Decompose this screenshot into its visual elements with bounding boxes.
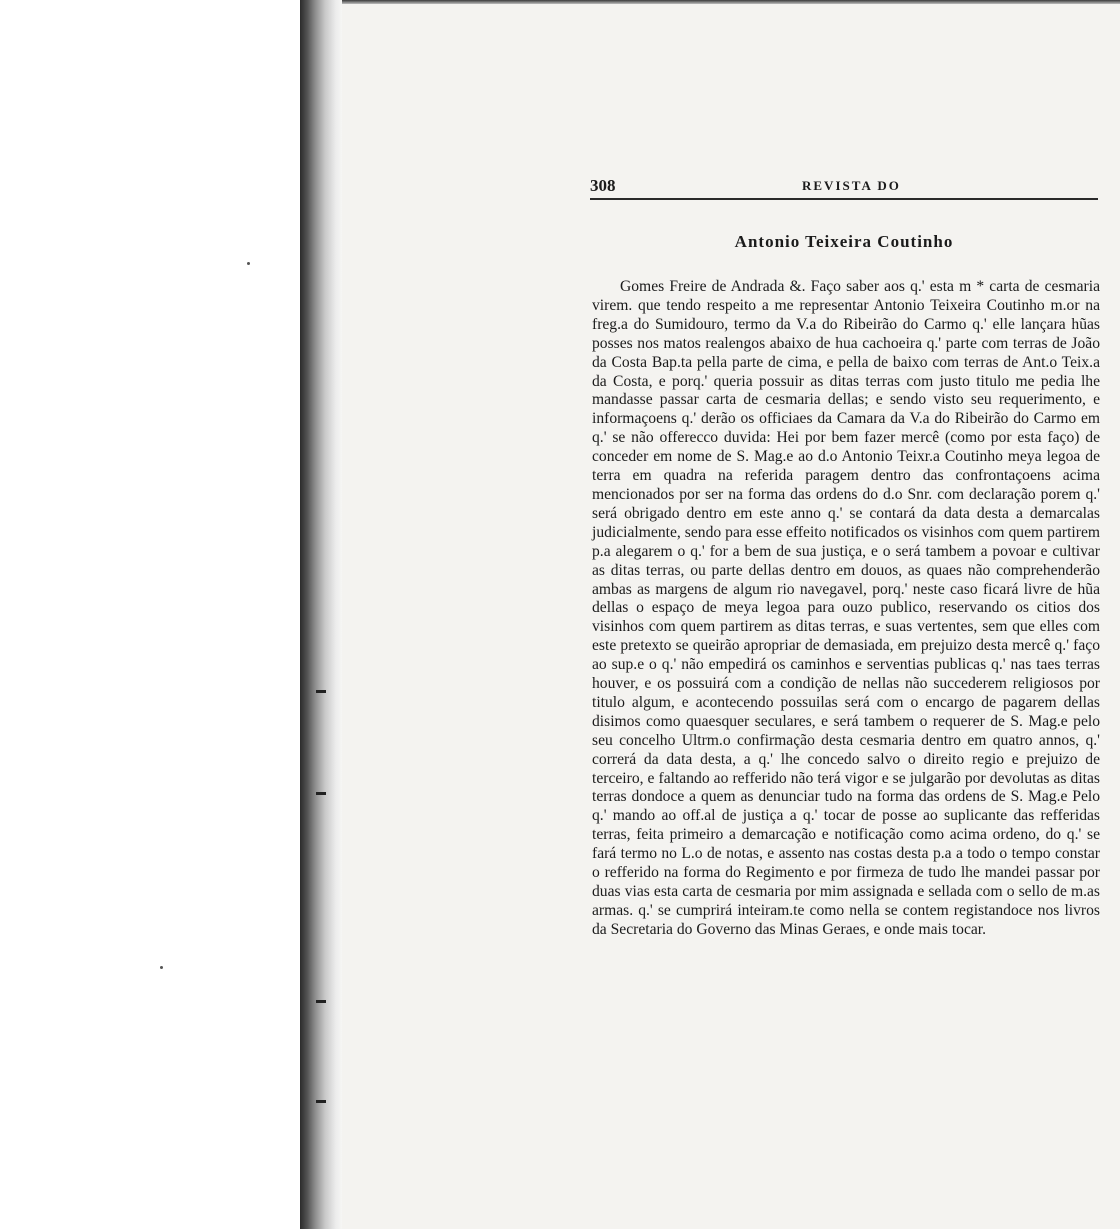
article-body: Gomes Freire de Andrada &. Faço saber aos q.' esta m * carta de cesmaria virem. que tendo respeito a me representar Antonio Teixeira Coutinho m.or na freg.a do Sumidouro, termo da V.a do Ribeirão do Carmo q.' elle lançara hũas posses nos matos realengos abaixo de hua cachoeira q.' parte com terras de João da Costa Bap.ta pella parte de cima, e pella de baixo com terras de Ant.o Teix.a da Costa, e porq.' queria possuir as ditas terras com justo titulo me pedia lhe mandasse passar carta de cesmaria dellas; e sendo visto seu requerimento, e informaçoens q.' derão os officiaes da Camara da V.a do Ribeirão do Carmo em q.' se não offerecco duvida: Hei por bem fazer mercê (como por esta faço) de conceder em nome de S. Mag.e ao d.o Antonio Teixr.a Coutinho meya legoa de terra em quadra na referida paragem dentro das confrontaçoens acima mencionados por ser na forma das ordens do d.o Snr. com declaração porem q.' será obrigado dentro em este anno q.' se contará da data desta a demarcalas judicialmente, sendo para esse effeito notificados os visinhos com quem partirem p.a alegarem o q.' for a bem de sua justiça, e o será tambem a povoar e cultivar as ditas terras, ou parte dellas dentro em douos, as quaes não comprehenderão ambas as margens de algum rio navegavel, porq.' neste caso ficará livre de hũa dellas o espaço de meya legoa para ouzo publico, reservando os citios dos visinhos com quem partirem as ditas terras, e suas vertentes, sem que elles com este pretexto se queirão apropriar de demasiada, em prejuizo desta mercê q.' faço ao sup.e o q.' não empedirá os caminhos e serventias publicas q.' nas taes terras houver, e os possuirá com a condição de nellas não succederem religiosos por titulo algum, e acontecendo possuilas será com o encargo de pagarem dellas disimos como quaesquer seculares, e será tambem o requerer de S. Mag.e pelo seu concelho Ultrm.o confirmação desta cesmaria dentro em quatro annos, q.' correrá da data desta, a q.' lhe concedo salvo o direito regio e prejuizo de terceiro, e faltando ao refferido não terá vigor e se julgarão por devolutas as ditas terras dondoce a quem as denunciar tudo na forma das ordens de S. Mag.e Pelo q.' mando ao off.al de justiça a q.' tocar de posse ao suplicante das refferidas terras, feita primeiro a demarcação e notificação como acima ordeno, do q.' se fará termo no L.o de notas, e assento nas costas desta p.a a todo o tempo constar o refferido na forma do Regimento e por firmeza de tudo lhe mandei passar por duas vias esta carta de cesmaria por mim assignada e sellada com o sello de m.as armas. q.' se cumprirá inteiram.te como nella se contem registandoce nos livros da Secretaria do Governo das Minas Geraes, e onde mais tocar. xyxy=(592,278,1100,938)
paper-speck xyxy=(160,966,163,969)
page-header xyxy=(590,176,1098,198)
gutter-mark xyxy=(316,1000,326,1003)
page-top-edge xyxy=(342,0,1120,4)
gutter-mark xyxy=(316,792,326,795)
left-blank-page xyxy=(0,0,300,1229)
book-spine-gutter xyxy=(300,0,342,1229)
page-number: 308 xyxy=(590,176,616,195)
article-title: Antonio Teixeira Coutinho xyxy=(734,232,954,251)
paper-speck xyxy=(247,262,250,265)
header-rule xyxy=(590,198,1098,200)
gutter-mark xyxy=(316,1100,326,1103)
running-head: REVISTA DO xyxy=(802,178,901,193)
gutter-mark xyxy=(316,690,326,693)
